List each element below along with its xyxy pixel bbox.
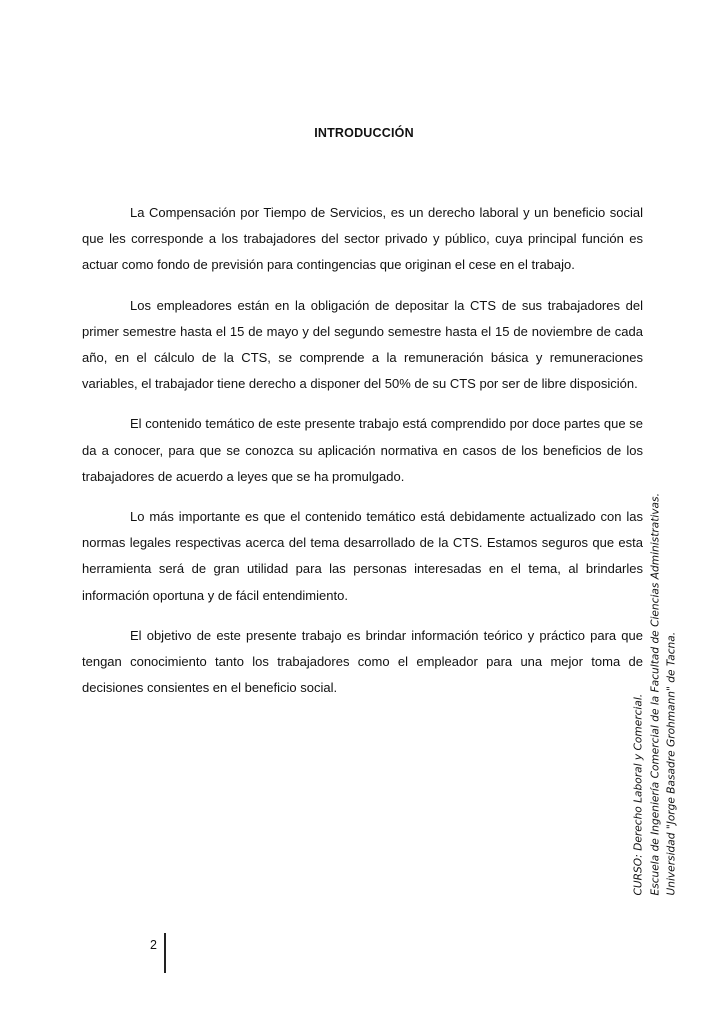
side-note-text bbox=[631, 493, 681, 895]
paragraph-3: El contenido temático de este presente trabajo está comprendido por doce partes que se da a conocer, para que se conozca su aplicación normativa en casos de los beneficios de los trabajadores de acuerdo a leyes que se ha promulgado. bbox=[82, 416, 643, 484]
body-text bbox=[82, 200, 643, 715]
side-note-course: CURSO: Derecho Laboral y Comercial. bbox=[632, 693, 645, 895]
paragraph-4: Lo más importante es que el contenido temático está debidamente actualizado con las normas legales respectivas acerca del tema desarrollado de la CTS. Estamos seguros que esta herramienta será de gran utilidad para las personas interesadas en el tema, al brindarles información oportuna y de fácil entendimiento. bbox=[82, 509, 643, 603]
side-note-school: Escuela de Ingeniería Comercial de la Facultad de Ciencias Administrativas. bbox=[649, 492, 661, 895]
page-number-divider bbox=[164, 933, 166, 973]
paragraph-2: Los empleadores están en la obligación de depositar la CTS de sus trabajadores del primer semestre hasta el 15 de mayo y del segundo semestre hasta el 15 de noviembre de cada año, en el cálculo de la CTS, se comprende a la remuneración básica y remuneraciones variables, el trabajador tiene derecho a disponer del 50% de su CTS por ser de libre disposición. bbox=[82, 297, 643, 392]
side-note-university: Universidad "Jorge Basadre Grohmann" de Tacna. bbox=[665, 631, 678, 895]
paragraph-5: El objetivo de este presente trabajo es brindar información teórico y práctico para que tengan conocimiento tanto los trabajadores como el empleador para una mejor toma de decisiones consientes en el beneficio social. bbox=[82, 627, 643, 696]
paragraph-1: La Compensación por Tiempo de Servicios, es un derecho laboral y un beneficio social que les corresponde a los trabajadores del sector privado y público, cuya principal función es actuar como fondo de previsión para contingencias que originan el cese en el trabajo. bbox=[82, 205, 643, 273]
page-title: INTRODUCCIÓN bbox=[314, 126, 414, 140]
page-number: 2 bbox=[150, 938, 157, 952]
side-note bbox=[632, 415, 720, 895]
